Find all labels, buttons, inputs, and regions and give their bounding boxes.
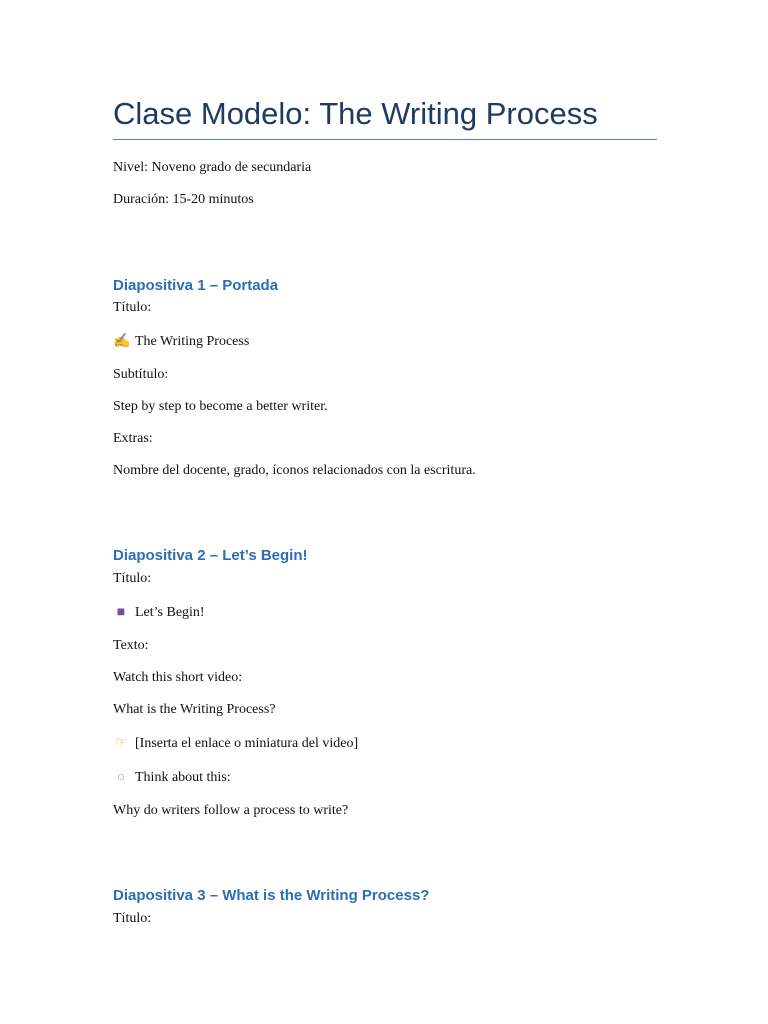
slide-2-titulo-text: Let’s Begin! — [135, 605, 205, 620]
nivel-line: Nivel: Noveno grado de secundaria — [113, 160, 312, 175]
slide-1-extras-label: Extras: — [113, 431, 153, 446]
slide-1-titulo-value — [113, 333, 249, 351]
title-underline — [113, 139, 657, 140]
slide-2-link-line — [113, 735, 358, 753]
slide-3-titulo-label: Título: — [113, 911, 152, 926]
slide-1-subtitulo-text: Step by step to become a better writer. — [113, 399, 328, 414]
duracion-line: Duración: 15-20 minutos — [113, 192, 254, 207]
slide-2-titulo-value — [113, 604, 205, 622]
slide-2-question-text: Why do writers follow a process to write? — [113, 803, 349, 818]
slide-2-link-text[interactable]: [Inserta el enlace o miniatura del video] — [135, 736, 359, 751]
slide-1-titulo-label: Título: — [113, 300, 152, 315]
document-title: Clase Modelo: The Writing Process — [113, 96, 598, 131]
slide-2-think-text: Think about this: — [135, 770, 231, 785]
writing-hand-icon: ✍ — [113, 334, 131, 349]
pointing-hand-icon: ☞ — [114, 736, 128, 751]
slide-1-extras-text: Nombre del docente, grado, íconos relacionados con la escritura. — [113, 463, 476, 478]
slide-2-texto-label: Texto: — [113, 638, 149, 653]
speech-bubble-icon: ○ — [116, 770, 126, 785]
slide-2-video-title: What is the Writing Process? — [113, 702, 276, 717]
slide-3-heading: Diapositiva 3 – What is the Writing Process? — [113, 887, 430, 904]
slide-2-think-line — [113, 769, 231, 787]
slide-2-watch-text: Watch this short video: — [113, 670, 243, 685]
video-camera-icon: ■ — [116, 605, 126, 620]
slide-1-titulo-text: The Writing Process — [135, 334, 250, 349]
slide-1-heading: Diapositiva 1 – Portada — [113, 277, 279, 294]
slide-2-heading: Diapositiva 2 – Let’s Begin! — [113, 547, 308, 564]
slide-2-titulo-label: Título: — [113, 571, 152, 586]
slide-1-subtitulo-label: Subtítulo: — [113, 367, 169, 382]
